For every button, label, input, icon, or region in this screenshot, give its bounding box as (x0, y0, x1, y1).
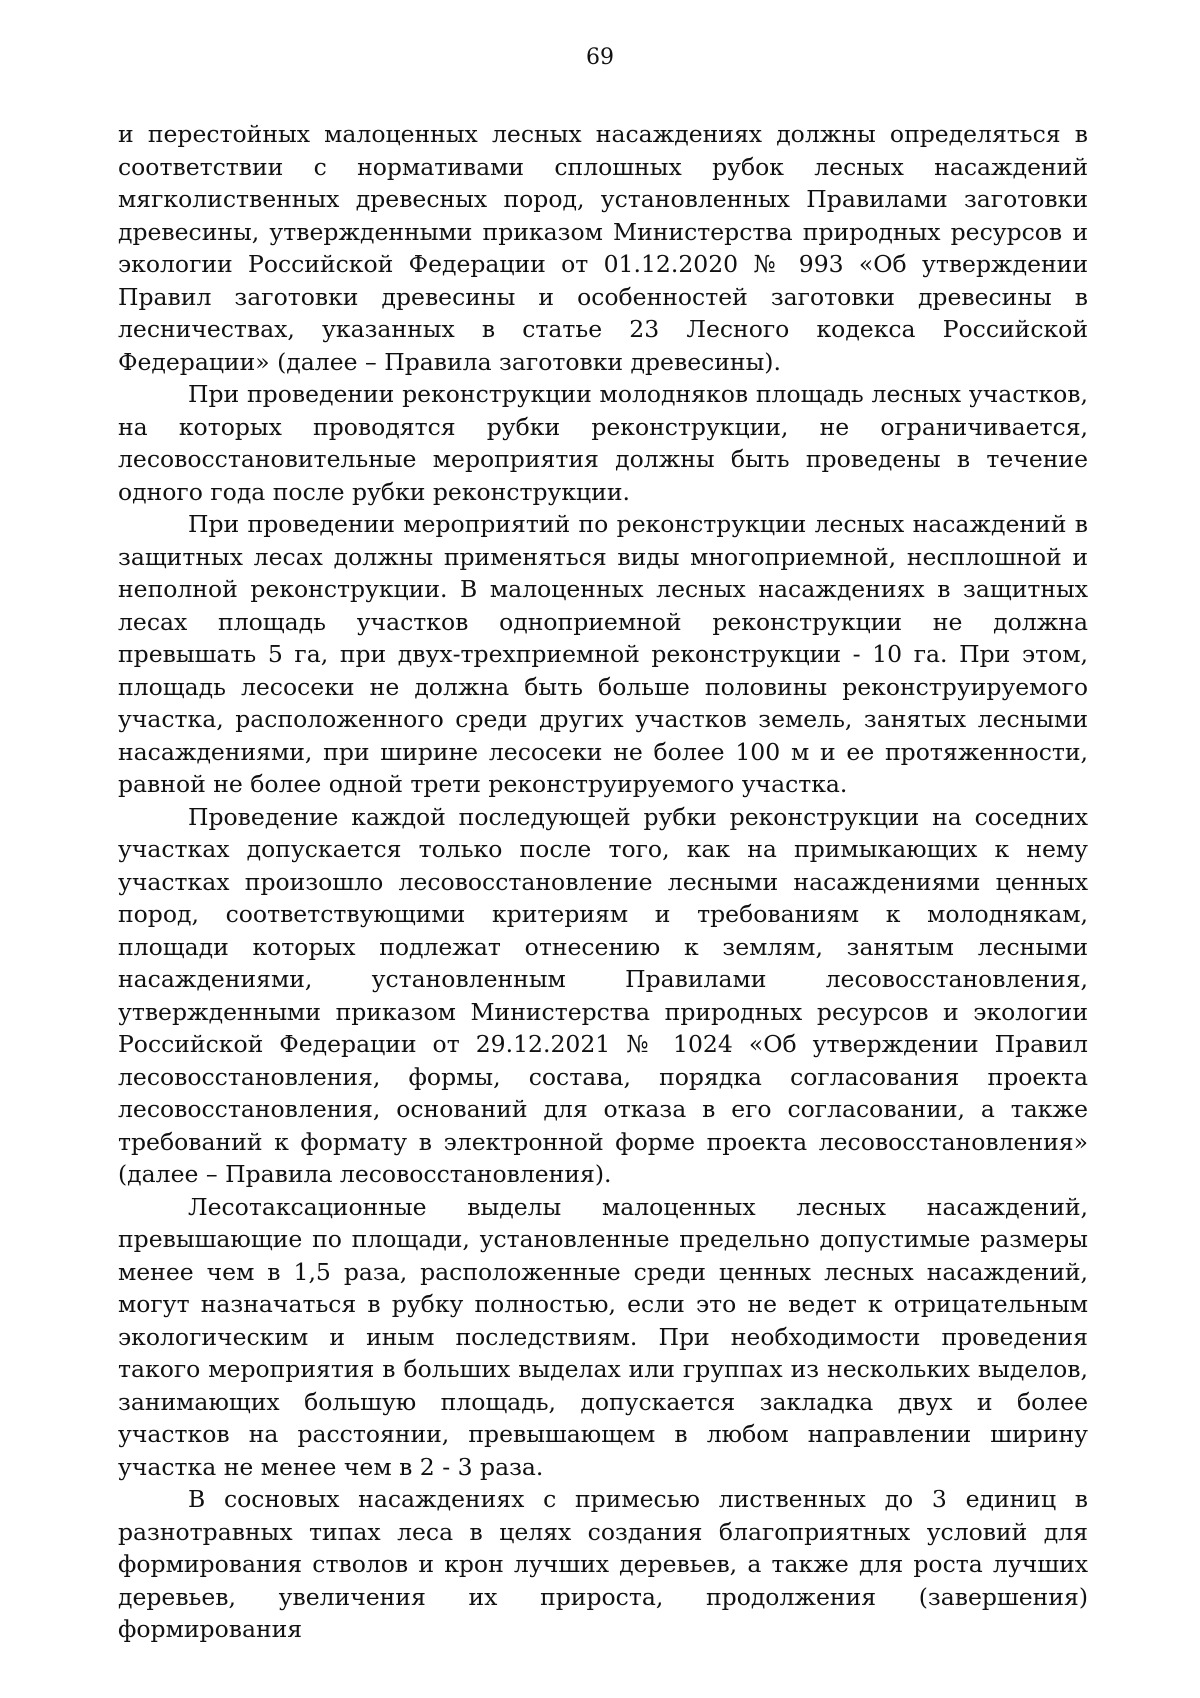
page-number: 69 (586, 45, 614, 70)
paragraph-pine-stands: В сосновых насаждениях с примесью лиственных до 3 единиц в разнотравных типах леса в целях создания благоприятных условий для формирования стволов и крон лучших деревьев, а также для роста лучших деревьев, увеличения их прироста, продолжения (завершения) формирования (118, 1485, 1088, 1643)
paragraph-young-stands-reconstruction: При проведении реконструкции молодняков площадь лесных участков, на которых проводятся рубки реконструкции, не ограничивается, лесовосстановительные мероприятия должны быть проведены в течение одного года после рубки реконструкции. (118, 380, 1088, 506)
document-body (118, 118, 1088, 1646)
paragraph-protective-forests: При проведении мероприятий по реконструкции лесных насаждений в защитных лесах должны применяться виды многоприемной, несплошной и неполной реконструкции. В малоценных лесных насаждениях в защитных лесах площадь участков одноприемной реконструкции не должна превышать 5 га, при двух-трехприемной реконструкции - 10 га. При этом, площадь лесосеки не должна быть больше половины реконструируемого участка, расположенного среди других участков земель, занятых лесными насаждениями, при ширине лесосеки не более 100 м и ее протяженности, равной не более одной трети реконструируемого участка. (118, 510, 1088, 798)
paragraph-forest-taxation-units: Лесотаксационные выделы малоценных лесных насаждений, превышающие по площади, установленные предельно допустимые размеры менее чем в 1,5 раза, расположенные среди ценных лесных насаждений, могут назначаться в рубку полностью, если это не ведет к отрицательным экологическим и иным последствиям. При необходимости проведения такого мероприятия в больших выделах или группах из нескольких выделов, занимающих большую площадь, допускается закладка двух и более участков на расстоянии, превышающем в любом направлении ширину участка не менее чем в 2 - 3 раза. (118, 1192, 1088, 1481)
paragraph-continuation: и перестойных малоценных лесных насаждениях должны определяться в соответствии с нормативами сплошных рубок лесных насаждений мягколиственных древесных пород, установленных Правилами заготовки древесины, утвержденными приказом Министерства природных ресурсов и экологии Российской Федерации от 01.12.2020 № 993 «Об утверждении Правил заготовки древесины и особенностей заготовки древесины в лесничествах, указанных в статье 23 Лесного кодекса Российской Федерации» (далее – Правила заготовки древесины). (118, 120, 1088, 376)
paragraph-subsequent-felling: Проведение каждой последующей рубки реконструкции на соседних участках допускается только после того, как на примыкающих к нему участках произошло лесовосстановление лесными насаждениями ценных пород, соответствующими критериям и требованиям к молоднякам, площади которых подлежат отнесению к землям, занятым лесными насаждениями, установленным Правилами лесовосстановления, утвержденными приказом Министерства природных ресурсов и экологии Российской Федерации от 29.12.2021 № 1024 «Об утверждении Правил лесовосстановления, формы, состава, порядка согласования проекта лесовосстановления, оснований для отказа в его согласовании, а также требований к формату в электронной форме проекта лесовосстановления» (далее – Правила лесовосстановления). (118, 802, 1088, 1188)
